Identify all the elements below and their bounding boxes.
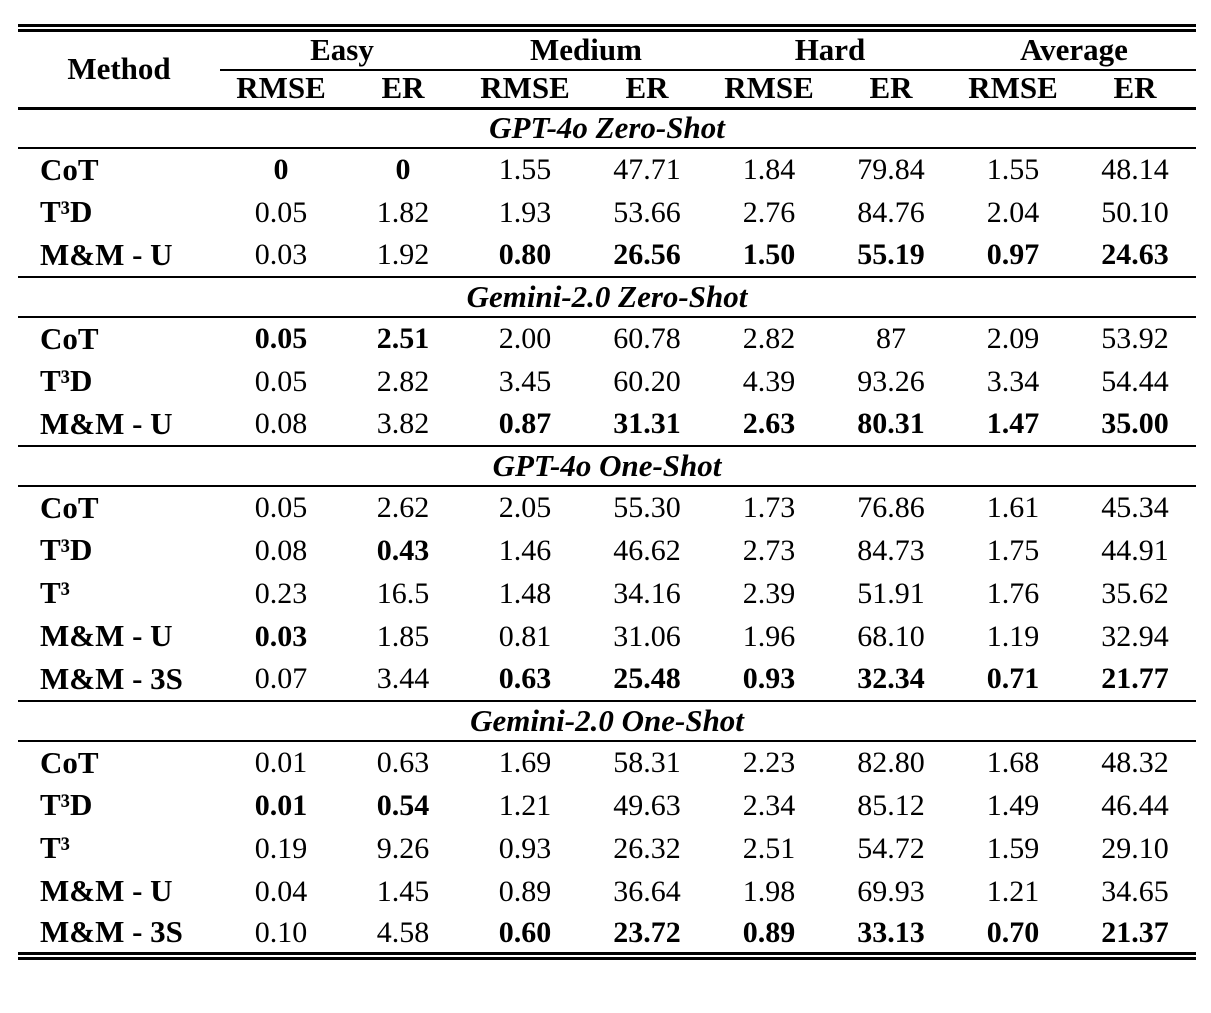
value-cell: 2.76: [742, 195, 796, 229]
subheader-rmse: RMSE: [464, 70, 586, 108]
method-cell: T³D: [40, 532, 93, 568]
value-cell: 58.31: [613, 746, 681, 780]
value-cell: 3.82: [376, 407, 430, 441]
value-cell: 0.81: [498, 619, 552, 653]
method-cell: T³D: [40, 363, 93, 399]
value-cell: 49.63: [613, 788, 681, 822]
value-cell: 82.80: [857, 746, 925, 780]
method-cell: M&M - 3S: [40, 660, 183, 696]
value-cell: 1.82: [376, 195, 430, 229]
value-cell: 93.26: [857, 364, 925, 398]
method-cell: M&M - U: [40, 618, 173, 654]
value-cell: 45.34: [1101, 491, 1169, 525]
value-cell: 23.72: [613, 915, 681, 949]
value-cell: 2.63: [742, 407, 796, 441]
method-cell: M&M - U: [40, 405, 173, 441]
subheader-er: ER: [830, 70, 952, 108]
value-cell: 1.45: [376, 874, 430, 908]
table-row: [18, 191, 1196, 234]
method-cell: M&M - U: [40, 873, 173, 909]
value-cell: 0.63: [498, 662, 552, 696]
value-cell: 0.70: [986, 915, 1040, 949]
value-cell: 2.39: [742, 576, 796, 610]
value-cell: 1.55: [986, 153, 1040, 187]
value-cell: 55.30: [613, 491, 681, 525]
value-cell: 60.78: [613, 322, 681, 356]
group-header-medium: Medium: [464, 28, 708, 70]
value-cell: 87: [876, 322, 906, 356]
value-cell: 33.13: [857, 915, 925, 949]
value-cell: 54.72: [857, 831, 925, 865]
table-row: [18, 360, 1196, 403]
value-cell: 4.39: [742, 364, 796, 398]
value-cell: 29.10: [1101, 831, 1169, 865]
value-cell: 68.10: [857, 619, 925, 653]
value-cell: 1.75: [986, 533, 1040, 567]
value-cell: 1.21: [498, 788, 552, 822]
group-header-average: Average: [952, 28, 1196, 70]
section-title: Gemini-2.0 Zero-Shot: [18, 277, 1196, 317]
method-cell: T³: [40, 575, 70, 611]
value-cell: 2.05: [498, 491, 552, 525]
value-cell: 0.04: [254, 874, 308, 908]
value-cell: 0.03: [254, 238, 308, 272]
value-cell: 85.12: [857, 788, 925, 822]
section-title: Gemini-2.0 One-Shot: [18, 701, 1196, 741]
value-cell: 0.93: [498, 831, 552, 865]
value-cell: 2.04: [986, 195, 1040, 229]
section-header-gemini20-one-shot: [18, 701, 1196, 741]
value-cell: 1.92: [376, 238, 430, 272]
value-cell: 31.06: [613, 619, 681, 653]
value-cell: 1.69: [498, 746, 552, 780]
value-cell: 2.09: [986, 322, 1040, 356]
value-cell: 84.73: [857, 533, 925, 567]
value-cell: 2.00: [498, 322, 552, 356]
table-row: [18, 529, 1196, 572]
section-title: GPT-4o One-Shot: [18, 446, 1196, 486]
table-row: [18, 784, 1196, 827]
value-cell: 47.71: [613, 153, 681, 187]
value-cell: 79.84: [857, 153, 925, 187]
value-cell: 32.94: [1101, 619, 1169, 653]
table-row: [18, 234, 1196, 277]
value-cell: 32.34: [857, 662, 925, 696]
method-cell: T³: [40, 830, 70, 866]
method-column-header: Method: [18, 28, 220, 108]
value-cell: 53.92: [1101, 322, 1169, 356]
value-cell: 0.05: [254, 322, 308, 356]
value-cell: 1.50: [742, 238, 796, 272]
results-table: [18, 24, 1196, 960]
value-cell: 26.56: [613, 238, 681, 272]
value-cell: 44.91: [1101, 533, 1169, 567]
table-row: [18, 148, 1196, 191]
value-cell: 3.34: [986, 364, 1040, 398]
value-cell: 0.89: [498, 874, 552, 908]
table-row: [18, 615, 1196, 658]
value-cell: 1.68: [986, 746, 1040, 780]
value-cell: 34.65: [1101, 874, 1169, 908]
table-row: [18, 827, 1196, 870]
value-cell: 1.46: [498, 533, 552, 567]
value-cell: 1.49: [986, 788, 1040, 822]
value-cell: 0.01: [254, 746, 308, 780]
value-cell: 53.66: [613, 195, 681, 229]
value-cell: 0: [395, 153, 411, 187]
value-cell: 9.26: [376, 831, 430, 865]
value-cell: 48.32: [1101, 746, 1169, 780]
method-cell: CoT: [40, 489, 99, 525]
method-cell: CoT: [40, 744, 99, 780]
value-cell: 0.19: [254, 831, 308, 865]
subheader-er: ER: [342, 70, 464, 108]
value-cell: 1.48: [498, 576, 552, 610]
value-cell: 1.93: [498, 195, 552, 229]
table-row: [18, 486, 1196, 529]
subheader-rmse: RMSE: [220, 70, 342, 108]
group-header-hard: Hard: [708, 28, 952, 70]
value-cell: 1.61: [986, 491, 1040, 525]
value-cell: 0.87: [498, 407, 552, 441]
method-cell: M&M - U: [40, 236, 173, 272]
value-cell: 48.14: [1101, 153, 1169, 187]
method-cell: T³D: [40, 194, 93, 230]
subheader-rmse: RMSE: [708, 70, 830, 108]
table-row: [18, 658, 1196, 701]
value-cell: 0.60: [498, 915, 552, 949]
value-cell: 0.01: [254, 788, 308, 822]
value-cell: 0.05: [254, 364, 308, 398]
section-header-gemini20-zero-shot: [18, 277, 1196, 317]
value-cell: 4.58: [376, 915, 430, 949]
subheader-er: ER: [1074, 70, 1196, 108]
section-header-gpt4o-zero-shot: [18, 108, 1196, 148]
value-cell: 36.64: [613, 874, 681, 908]
value-cell: 0.80: [498, 238, 552, 272]
value-cell: 1.76: [986, 576, 1040, 610]
value-cell: 0.05: [254, 195, 308, 229]
value-cell: 0.23: [254, 576, 308, 610]
value-cell: 69.93: [857, 874, 925, 908]
value-cell: 1.84: [742, 153, 796, 187]
value-cell: 0.03: [254, 619, 308, 653]
value-cell: 2.23: [742, 746, 796, 780]
value-cell: 2.82: [742, 322, 796, 356]
value-cell: 34.16: [613, 576, 681, 610]
value-cell: 0.10: [254, 915, 308, 949]
value-cell: 1.21: [986, 874, 1040, 908]
value-cell: 0.08: [254, 533, 308, 567]
value-cell: 0.71: [986, 662, 1040, 696]
value-cell: 35.00: [1101, 407, 1169, 441]
value-cell: 2.73: [742, 533, 796, 567]
value-cell: 0.05: [254, 491, 308, 525]
group-header-easy: Easy: [220, 28, 464, 70]
value-cell: 0.54: [376, 788, 430, 822]
value-cell: 3.45: [498, 364, 552, 398]
value-cell: 0.63: [376, 746, 430, 780]
value-cell: 16.5: [376, 576, 430, 610]
value-cell: 2.34: [742, 788, 796, 822]
value-cell: 0.08: [254, 407, 308, 441]
subheader-er: ER: [586, 70, 708, 108]
value-cell: 31.31: [613, 407, 681, 441]
value-cell: 21.77: [1101, 662, 1169, 696]
subheader-rmse: RMSE: [952, 70, 1074, 108]
method-cell: CoT: [40, 151, 99, 187]
value-cell: 54.44: [1101, 364, 1169, 398]
value-cell: 50.10: [1101, 195, 1169, 229]
value-cell: 51.91: [857, 576, 925, 610]
table-row: [18, 913, 1196, 956]
value-cell: 0.89: [742, 915, 796, 949]
table-row: [18, 741, 1196, 784]
table-header-row-groups: [18, 28, 1196, 70]
value-cell: 76.86: [857, 491, 925, 525]
value-cell: 1.55: [498, 153, 552, 187]
value-cell: 0.07: [254, 662, 308, 696]
value-cell: 46.44: [1101, 788, 1169, 822]
section-title: GPT-4o Zero-Shot: [18, 108, 1196, 148]
value-cell: 1.85: [376, 619, 430, 653]
value-cell: 80.31: [857, 407, 925, 441]
value-cell: 25.48: [613, 662, 681, 696]
value-cell: 0: [273, 153, 289, 187]
value-cell: 35.62: [1101, 576, 1169, 610]
method-cell: T³D: [40, 787, 93, 823]
value-cell: 21.37: [1101, 915, 1169, 949]
value-cell: 26.32: [613, 831, 681, 865]
table-row: [18, 403, 1196, 446]
value-cell: 2.51: [376, 322, 430, 356]
value-cell: 1.96: [742, 619, 796, 653]
table-row: [18, 572, 1196, 615]
value-cell: 2.62: [376, 491, 430, 525]
value-cell: 46.62: [613, 533, 681, 567]
value-cell: 0.93: [742, 662, 796, 696]
value-cell: 60.20: [613, 364, 681, 398]
table-row: [18, 870, 1196, 913]
value-cell: 0.43: [376, 533, 430, 567]
method-cell: M&M - 3S: [40, 914, 183, 950]
value-cell: 1.47: [986, 407, 1040, 441]
value-cell: 1.59: [986, 831, 1040, 865]
value-cell: 0.97: [986, 238, 1040, 272]
value-cell: 1.73: [742, 491, 796, 525]
method-cell: CoT: [40, 320, 99, 356]
value-cell: 1.98: [742, 874, 796, 908]
table-row: [18, 317, 1196, 360]
value-cell: 3.44: [376, 662, 430, 696]
value-cell: 1.19: [986, 619, 1040, 653]
value-cell: 24.63: [1101, 238, 1169, 272]
value-cell: 2.82: [376, 364, 430, 398]
value-cell: 84.76: [857, 195, 925, 229]
value-cell: 55.19: [857, 238, 925, 272]
value-cell: 2.51: [742, 831, 796, 865]
section-header-gpt4o-one-shot: [18, 446, 1196, 486]
